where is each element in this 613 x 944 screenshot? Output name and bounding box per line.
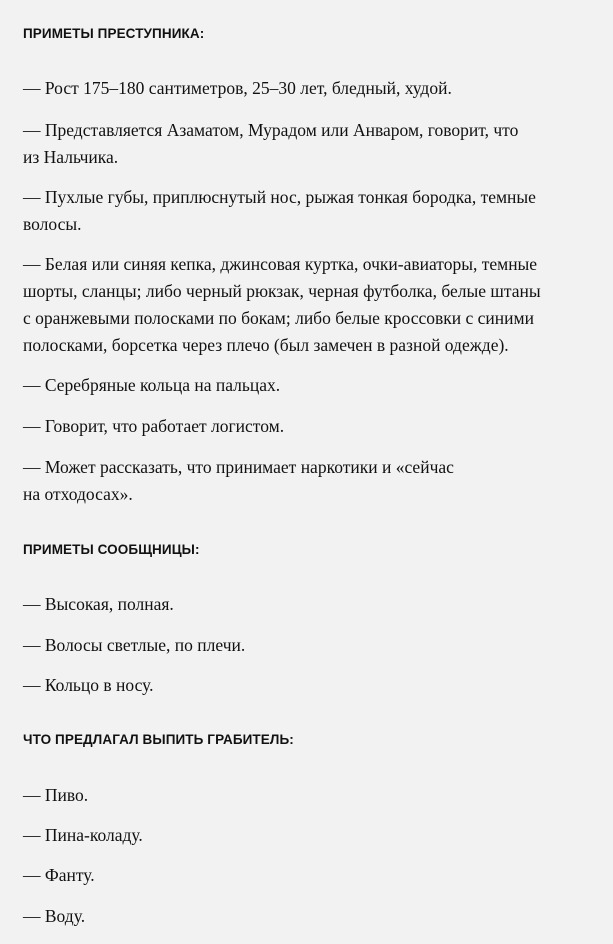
list-item xyxy=(23,75,593,102)
list-item xyxy=(23,372,593,399)
list-item xyxy=(23,591,593,618)
section-heading-drinks: ЧТО ПРЕДЛАГАЛ ВЫПИТЬ ГРАБИТЕЛЬ: xyxy=(23,732,294,747)
list-item-line: — Фанту. xyxy=(23,865,95,885)
list-item-line: — Пухлые губы, приплюснутый нос, рыжая тонкая бородка, темные xyxy=(23,187,536,207)
list-item-line: — Может рассказать, что принимает наркотики и «сейчас xyxy=(23,457,454,477)
list-item xyxy=(23,862,593,889)
list-item xyxy=(23,822,593,849)
list-item-line: — Рост 175–180 сантиметров, 25–30 лет, бледный, худой. xyxy=(23,78,452,98)
list-item-line: из Нальчика. xyxy=(23,147,119,167)
list-item xyxy=(23,184,593,238)
list-item xyxy=(23,672,593,699)
list-item-line: на отходосах». xyxy=(23,484,133,504)
list-item xyxy=(23,251,593,359)
list-item-line: полосками, борсетка через плечо (был замечен в разной одежде). xyxy=(23,335,509,355)
list-item-line: — Пина-коладу. xyxy=(23,825,143,845)
list-item-line: — Представляется Азаматом, Мурадом или Анваром, говорит, что xyxy=(23,120,519,140)
list-item-line: с оранжевыми полосками по бокам; либо белые кроссовки с синими xyxy=(23,308,534,328)
list-item-line: — Белая или синяя кепка, джинсовая куртка, очки-авиаторы, темные xyxy=(23,254,538,274)
list-item xyxy=(23,632,593,659)
list-item-line: — Говорит, что работает логистом. xyxy=(23,416,285,436)
list-item xyxy=(23,782,593,809)
list-item-line: шорты, сланцы; либо черный рюкзак, черная футболка, белые штаны xyxy=(23,281,541,301)
list-item xyxy=(23,454,593,508)
list-item-line: — Волосы светлые, по плечи. xyxy=(23,635,246,655)
list-item xyxy=(23,117,593,171)
list-item-line: — Воду. xyxy=(23,906,86,926)
section-heading-accomplice: ПРИМЕТЫ СООБЩНИЦЫ: xyxy=(23,542,200,557)
list-item-line: — Пиво. xyxy=(23,785,89,805)
list-item-line: — Серебряные кольца на пальцах. xyxy=(23,375,281,395)
section-heading-suspect: ПРИМЕТЫ ПРЕСТУПНИКА: xyxy=(23,26,205,41)
list-item xyxy=(23,413,593,440)
list-item-line: волосы. xyxy=(23,214,82,234)
list-item xyxy=(23,903,593,930)
list-item-line: — Кольцо в носу. xyxy=(23,675,154,695)
list-item-line: — Высокая, полная. xyxy=(23,594,174,614)
